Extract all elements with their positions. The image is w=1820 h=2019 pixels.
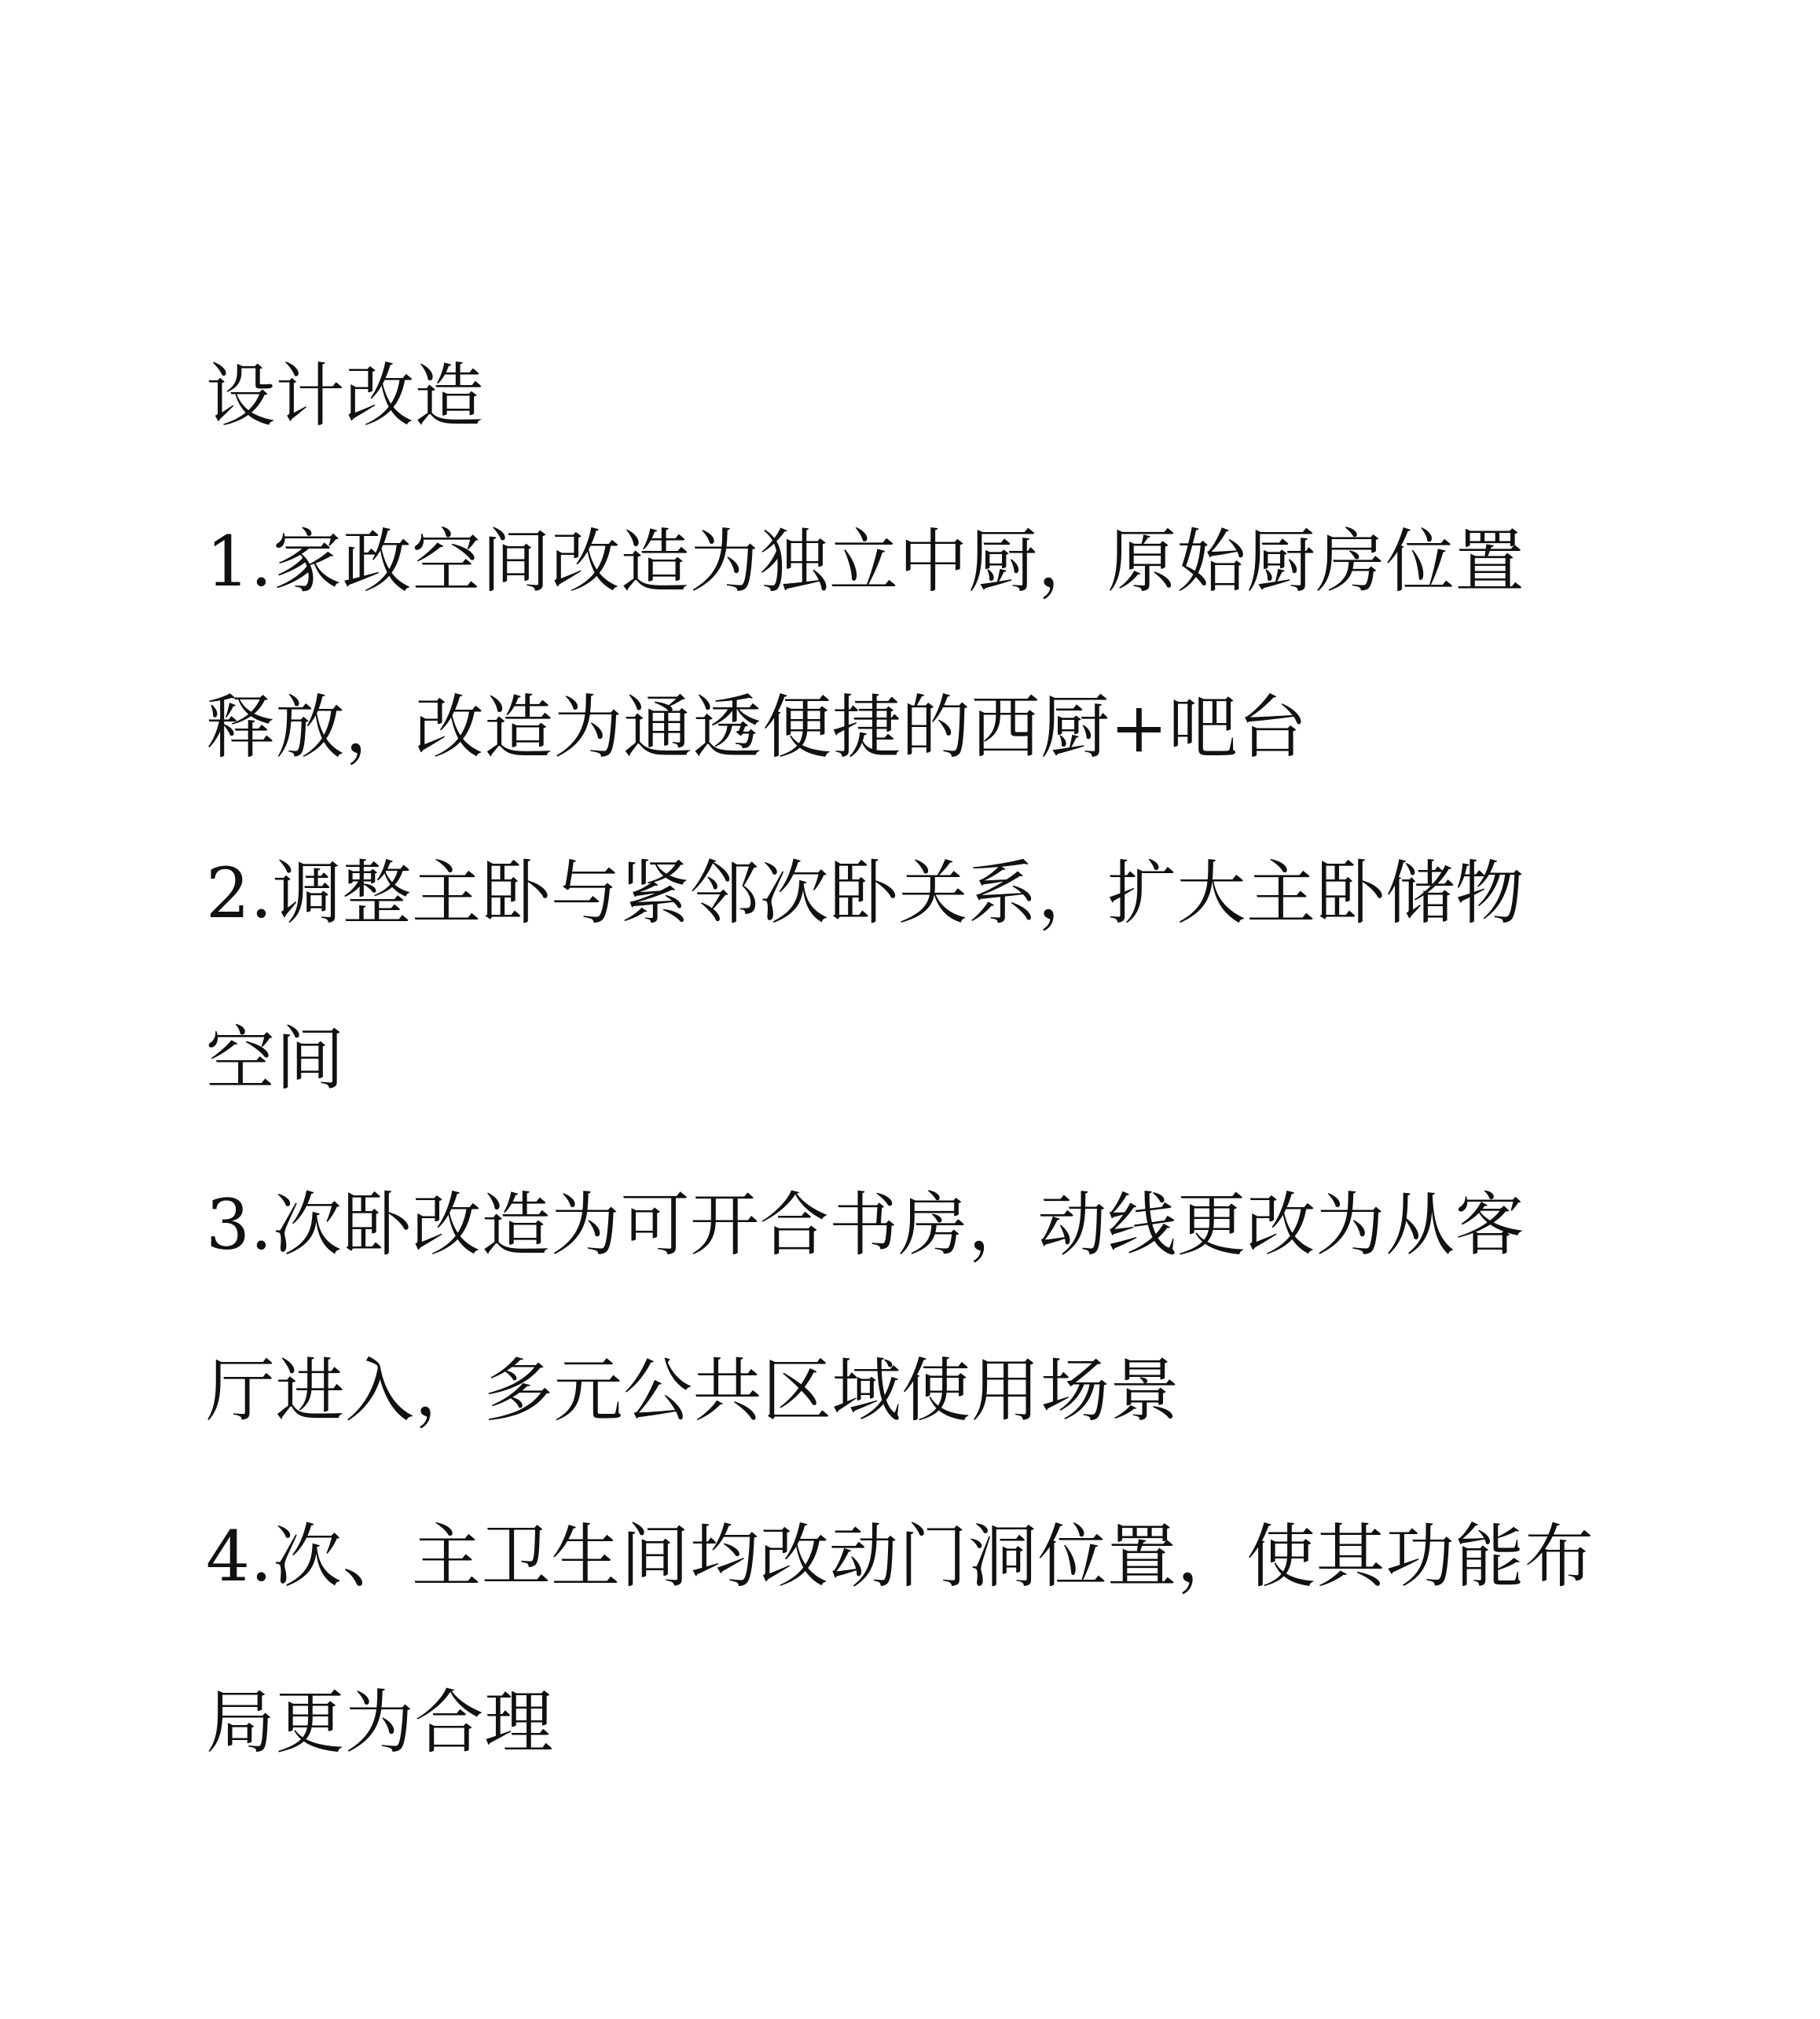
list-item-4-line-2: 局更为合理: [206, 1682, 554, 1763]
list-item-4: [206, 1474, 1636, 1805]
list-item-2-line-1: 2.调整主卧与紧邻次卧关系，扩大主卧储物: [206, 853, 1525, 934]
list-item-4-line-1: 4.次、主卫生间均改动门洞位置，使其功能布: [206, 1516, 1594, 1597]
document-title: 设计改造: [206, 355, 485, 436]
list-item-1-line-1: 1.家政空间改造为独立中厨，原始厨房位置: [206, 521, 1525, 602]
document-body: [206, 313, 1636, 1805]
list-item-2-line-2: 空间: [206, 1019, 346, 1099]
list-item-2: [206, 810, 1636, 1142]
list-item-3-line-1: 3.次卧改造为可开合书房，动线更改为从客: [206, 1184, 1525, 1265]
list-item-3: [206, 1142, 1636, 1474]
list-item-1-line-2: 释放，改造为通透便捷的西厨+吧台: [206, 687, 1308, 768]
list-item-1: [206, 479, 1636, 810]
list-item-3-line-2: 厅进入，多元公共区域使用场景: [206, 1350, 1180, 1431]
